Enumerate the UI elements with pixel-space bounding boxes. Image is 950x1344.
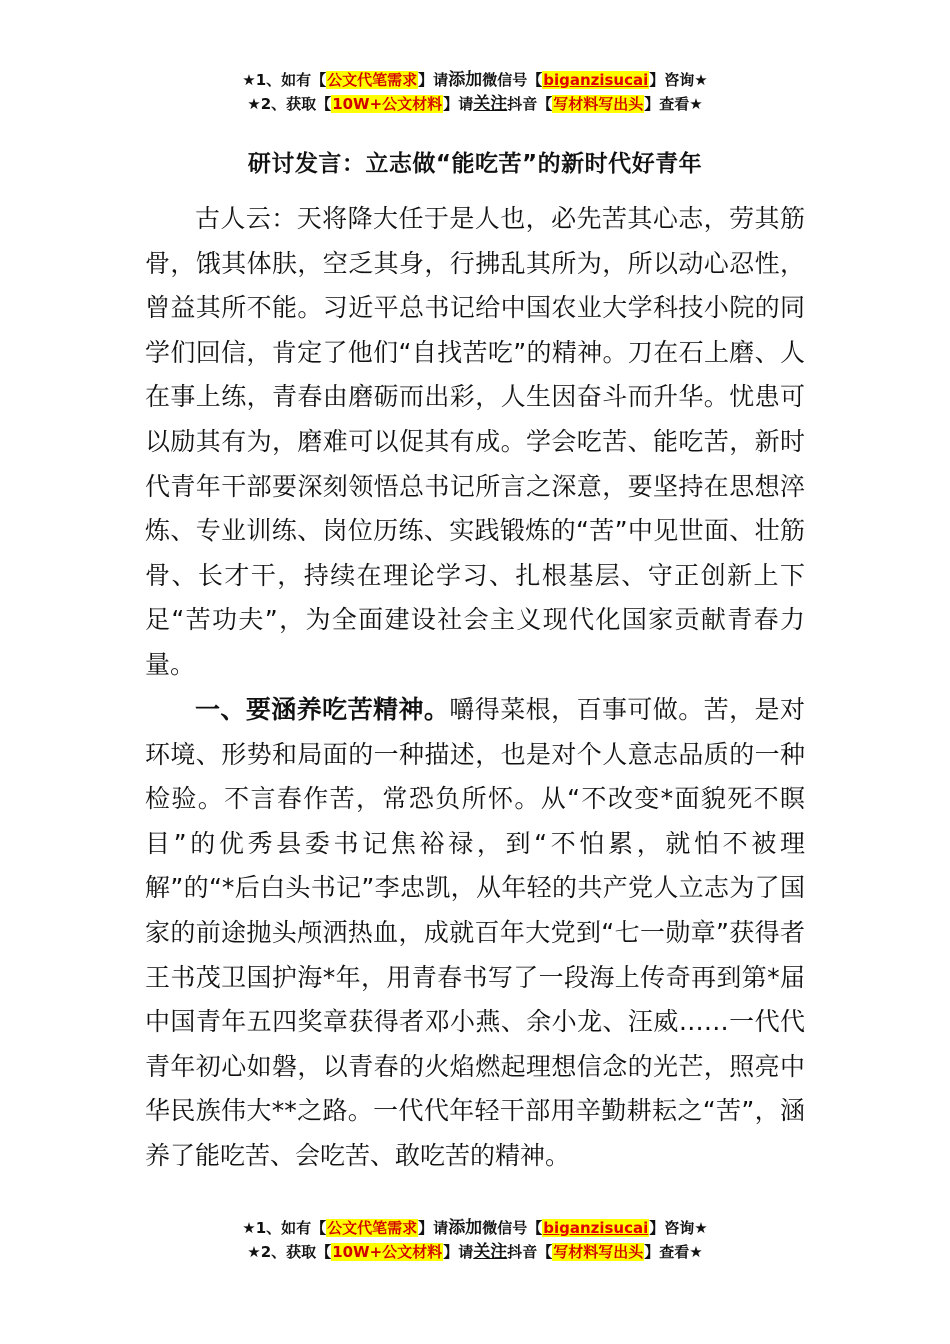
paragraph-2-text xyxy=(145,688,805,1179)
footer-line-1-suffix: 】咨询★ xyxy=(649,1219,708,1237)
header-line-1-mid1: 】请 xyxy=(418,71,449,89)
paragraph-2-body: 嚼得菜根，百事可做。苦，是对环境、形势和局面的一种描述，也是对个人意志品质的一种检验。不言春作苦，常恐负所怀。从“不改变*面貌死不瞑目”的优秀县委书记焦裕禄，到“不怕累，就怕不被理解”的“*后白头书记”李忠凯，从年轻的共产党人立志为了国家的前途抛头颅洒热血，成就百年大党到“七一勋章”获得者王书茂卫国护海*年，用青春书写了一段海上传奇再到第*届中国青年五四奖章获得者邓小燕、余小龙、汪威……一代代青年初心如磐，以青春的火焰燃起理想信念的光芒，照亮中华民族伟大**之路。一代代年轻干部用辛勤耕耘之“苦”，涵养了能吃苦、会吃苦、敢吃苦的精神。 xyxy=(145,695,805,1170)
footer-line-1-mid1: 】请 xyxy=(418,1219,449,1237)
footer-douyin-account: 写材料写出头 xyxy=(553,1243,644,1261)
header-line-2-emphasis: 关注 xyxy=(473,94,508,114)
header-line-1-mid2: 微信号【 xyxy=(482,71,543,89)
footer-line-2 xyxy=(0,1240,950,1264)
footer-line-1 xyxy=(0,1216,950,1240)
header-line-1 xyxy=(0,68,950,92)
header-tag-writing-service: 公文代笔需求 xyxy=(327,71,418,89)
footer-banner xyxy=(0,1216,950,1264)
header-line-1-emphasis: 添加 xyxy=(448,70,483,90)
paragraph-1 xyxy=(145,197,805,688)
header-banner xyxy=(0,68,950,116)
header-tag-materials: 10W+公文材料 xyxy=(332,95,443,113)
paragraph-2-heading: 一、要涵养吃苦精神。 xyxy=(195,695,450,724)
footer-line-2-suffix: 】查看★ xyxy=(644,1243,703,1261)
footer-line-1-emphasis: 添加 xyxy=(448,1218,483,1238)
paragraph-2 xyxy=(145,688,805,1179)
footer-line-1-prefix: ★1、如有【 xyxy=(242,1219,327,1237)
header-line-2 xyxy=(0,92,950,116)
footer-line-2-emphasis: 关注 xyxy=(473,1242,508,1262)
footer-line-1-mid2: 微信号【 xyxy=(482,1219,543,1237)
paragraph-1-text: 古人云：天将降大任于是人也，必先苦其心志，劳其筋骨，饿其体肤，空乏其身，行拂乱其所为，所以动心忍性，曾益其所不能。习近平总书记给中国农业大学科技小院的同学们回信，肯定了他们“自找苦吃”的精神。刀在石上磨、人在事上练，青春由磨砺而出彩，人生因奋斗而升华。忧患可以励其有为，磨难可以促其有成。学会吃苦、能吃苦，新时代青年干部要深刻领悟总书记所言之深意，要坚持在思想淬炼、专业训练、岗位历练、实践锻炼的“苦”中见世面、壮筋骨、长才干，持续在理论学习、扎根基层、守正创新上下足“苦功夫”，为全面建设社会主义现代化国家贡献青春力量。 xyxy=(145,204,805,679)
header-line-2-prefix: ★2、获取【 xyxy=(247,95,332,113)
header-line-1-suffix: 】咨询★ xyxy=(649,71,708,89)
document-title: 研讨发言：立志做“能吃苦”的新时代好青年 xyxy=(247,151,703,177)
header-douyin-account: 写材料写出头 xyxy=(553,95,644,113)
footer-line-2-mid1: 】请 xyxy=(443,1243,474,1261)
header-line-1-prefix: ★1、如有【 xyxy=(242,71,327,89)
header-line-2-mid1: 】请 xyxy=(443,95,474,113)
footer-tag-materials: 10W+公文材料 xyxy=(332,1243,443,1261)
footer-wechat-id: biganzisucai xyxy=(543,1219,649,1237)
header-line-2-suffix: 】查看★ xyxy=(644,95,703,113)
header-wechat-id: biganzisucai xyxy=(543,71,649,89)
footer-tag-writing-service: 公文代笔需求 xyxy=(327,1219,418,1237)
footer-line-2-prefix: ★2、获取【 xyxy=(247,1243,332,1261)
header-line-2-mid2: 抖音【 xyxy=(507,95,553,113)
footer-line-2-mid2: 抖音【 xyxy=(507,1243,553,1261)
